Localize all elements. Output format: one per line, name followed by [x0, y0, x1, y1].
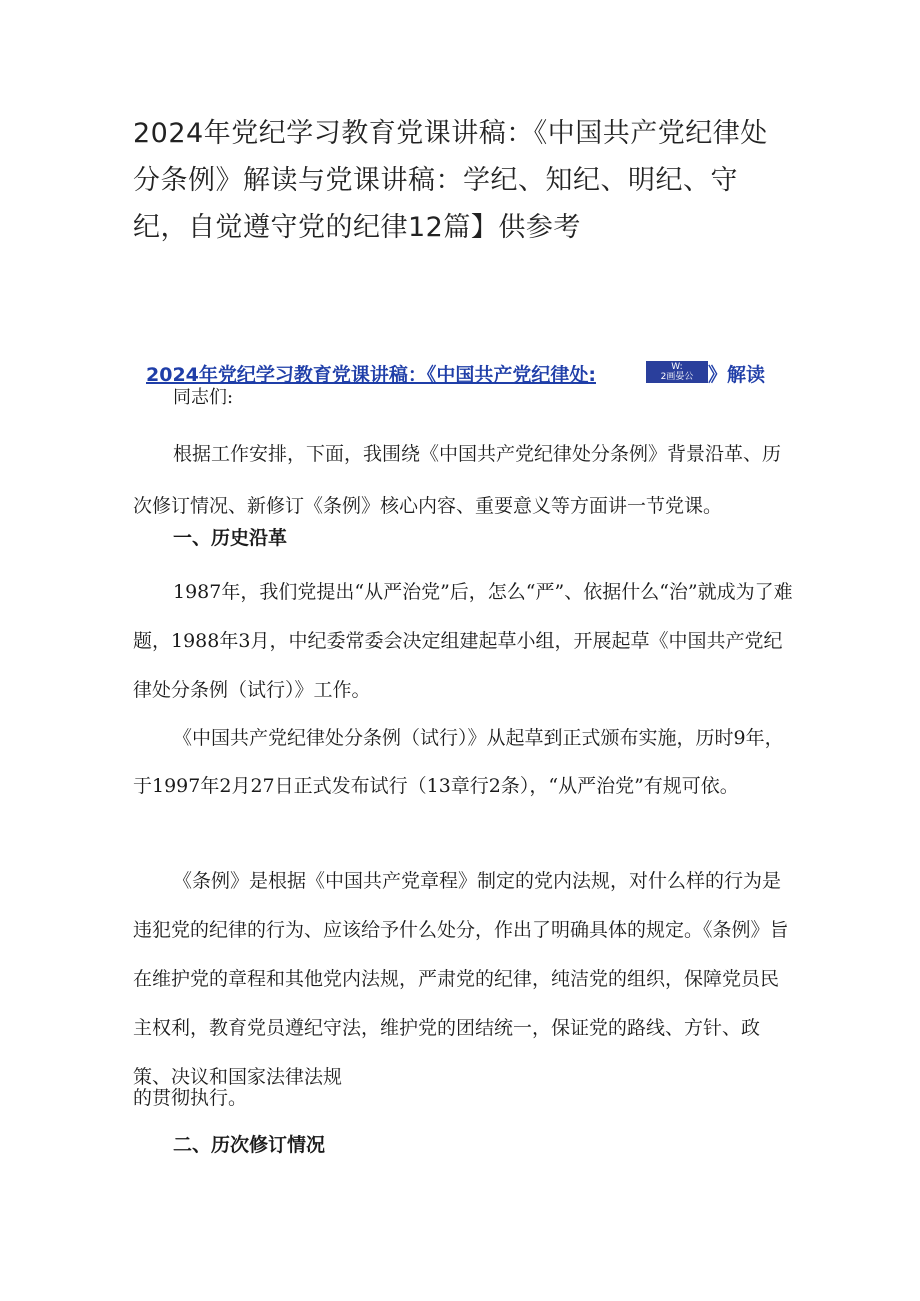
link-heading-suffix[interactable]: 》解读 — [708, 364, 766, 386]
section-heading-revisions: 二、历次修订情况 — [173, 1134, 326, 1156]
paragraph-1987: 1987年，我们党提出“从严治党”后，怎么“严”、依据什么“治”就成为了难题，1988年3月，中纪委常委会决定组建起草小组，开展起草《中国共产党纪律处分条例（试行）》工作。 — [133, 581, 793, 701]
paragraph-intro: 根据工作安排，下面，我围绕《中国共产党纪律处分条例》背景沿革、历次修订情况、新修订《条例》核心内容、重要意义等方面讲一节党课。 — [133, 443, 782, 517]
greeting: 同志们: — [173, 387, 234, 408]
paragraph-regulation: 《条例》是根据《中国共产党章程》制定的党内法规，对什么样的行为是违犯党的纪律的行为、应该给予什么处分，作出了明确具体的规定。《条例》旨在维护党的章程和其他党内法规，严肃党的纪律，纯洁党的组织，保障党员民主权利，教育党员遵纪守法，维护党的团结统一，保证党的路线、方针、政策、决议和国家法律法规 — [133, 870, 789, 1088]
document-title: 2024年党纪学习教育党课讲稿：《中国共产党纪律处分条例》解读与党课讲稿：学纪、知纪、明纪、守纪，自觉遵守党的纪律12篇】供参考 — [133, 118, 768, 243]
link-heading-text[interactable]: 2024年党纪学习教育党课讲稿：《中国共产党纪律处: — [146, 364, 596, 386]
badge-line-1: W: — [671, 362, 683, 372]
paragraph-tail: 的贯彻执行。 — [133, 1087, 248, 1109]
section-heading-history: 一、历史沿革 — [173, 527, 288, 549]
paragraph-trial: 《中国共产党纪律处分条例（试行）》从起草到正式颁布实施，历时9年，于1997年2月27日正式发布试行（13章行2条），“从严治党”有规可依。 — [133, 727, 784, 797]
link-badge — [646, 361, 708, 383]
lecture-link-heading[interactable] — [146, 361, 786, 389]
badge-line-2: 2画晏公 — [660, 372, 694, 382]
